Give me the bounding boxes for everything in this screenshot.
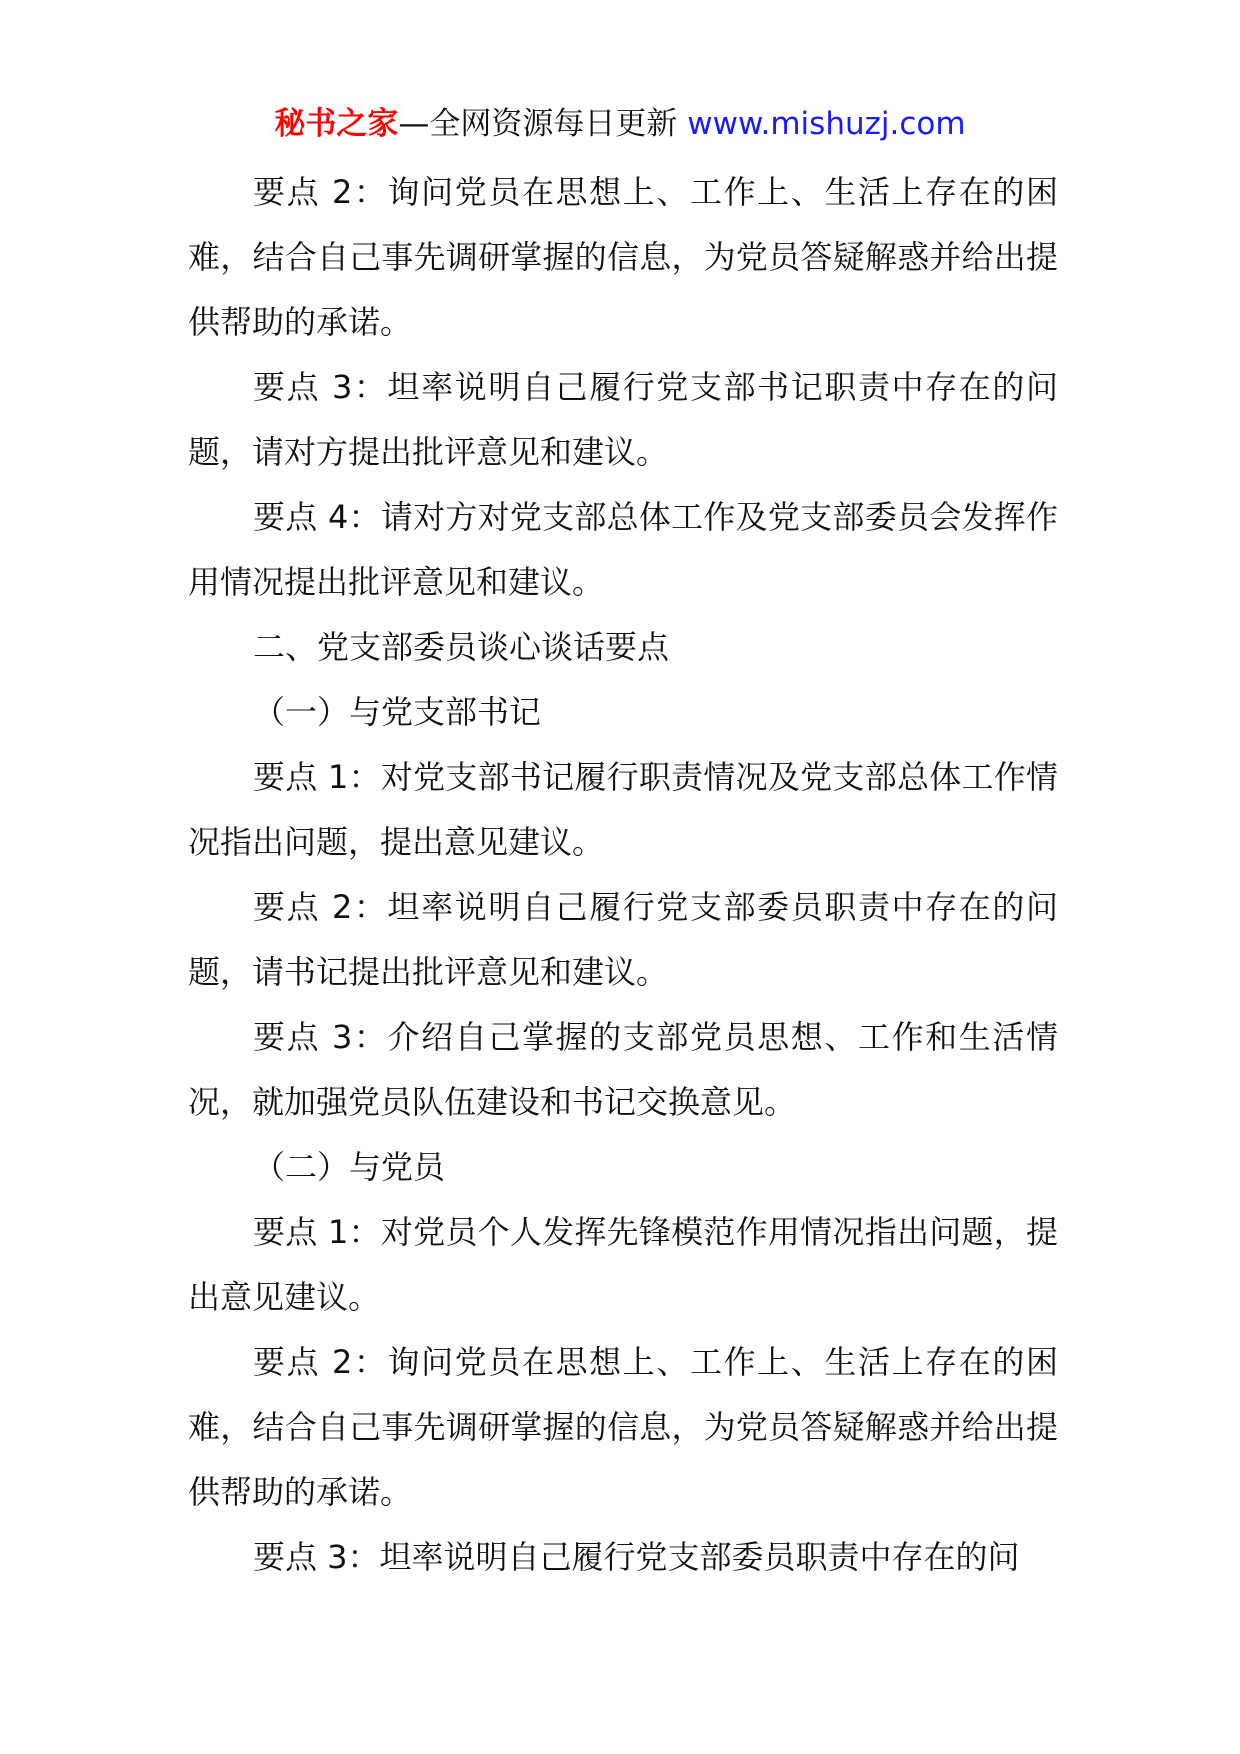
paragraph-secretary-point-3: 要点 3：介绍自己掌握的支部党员思想、工作和生活情况，就加强党员队伍建设和书记交换意见。 [188,1018,1058,1121]
brand-name: 秘书之家 [274,106,399,142]
paragraph-secretary-point-1: 要点 1：对党支部书记履行职责情况及党支部总体工作情况指出问题，提出意见建议。 [188,758,1058,861]
paragraph-point-2: 要点 2：询问党员在思想上、工作上、生活上存在的困难，结合自己事先调研掌握的信息，为党员答疑解惑并给出提供帮助的承诺。 [188,173,1058,341]
paragraph-point-4: 要点 4：请对方对党支部总体工作及党支部委员会发挥作用情况提出批评意见和建议。 [188,498,1058,601]
paragraph-members-point-1: 要点 1：对党员个人发挥先锋模范作用情况指出问题，提出意见建议。 [188,1213,1058,1316]
document-body [188,160,1058,1590]
subsection-heading-with-secretary: （一）与党支部书记 [253,693,542,731]
header-tagline: —全网资源每日更新 [398,106,688,142]
paragraph-secretary-point-2: 要点 2：坦率说明自己履行党支部委员职责中存在的问题，请书记提出批评意见和建议。 [188,888,1058,991]
paragraph-point-3: 要点 3：坦率说明自己履行党支部书记职责中存在的问题，请对方提出批评意见和建议。 [188,368,1058,471]
paragraph-members-point-2: 要点 2：询问党员在思想上、工作上、生活上存在的困难，结合自己事先调研掌握的信息，为党员答疑解惑并给出提供帮助的承诺。 [188,1343,1058,1511]
subsection-heading-with-members: （二）与党员 [253,1148,446,1186]
paragraph-members-point-3: 要点 3：坦率说明自己履行党支部委员职责中存在的问 [253,1538,1020,1576]
page-header [0,100,1240,148]
section-heading-committee-members: 二、党支部委员谈心谈话要点 [253,628,670,666]
site-url-link[interactable]: www.mishuzj.com [687,106,966,142]
